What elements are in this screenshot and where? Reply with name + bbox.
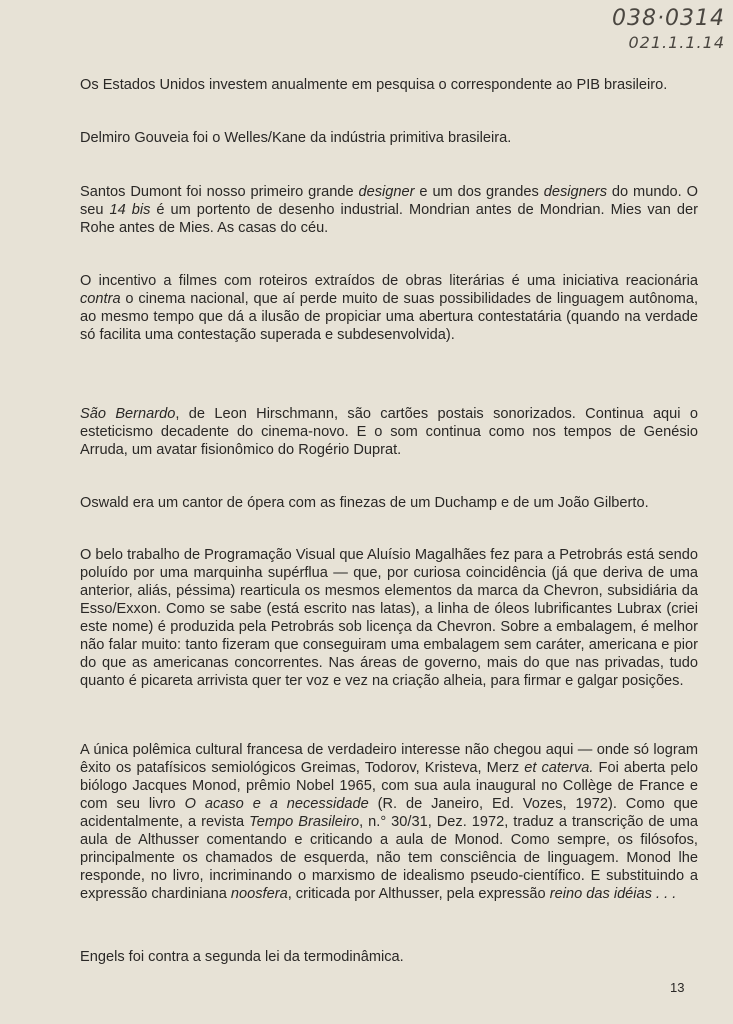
paragraph-2: Delmiro Gouveia foi o Welles/Kane da indústria primitiva brasileira. bbox=[80, 130, 512, 146]
paragraph-5: São Bernardo, de Leon Hirschmann, são cartões postais sonorizados. Continua aqui o esteticismo decadente do cinema-novo. E o som continua como nos tempos de Genésio Arruda, um avatar fisionômico do Rogério Duprat. bbox=[80, 406, 698, 458]
paragraph-1: Os Estados Unidos investem anualmente em pesquisa o correspondente ao PIB brasileiro. bbox=[80, 77, 668, 93]
paragraph-9: Engels foi contra a segunda lei da termodinâmica. bbox=[80, 949, 404, 965]
archive-code-line2: 021.1.1.14 bbox=[628, 33, 725, 52]
paragraph-7: O belo trabalho de Programação Visual que Aluísio Magalhães fez para a Petrobrás está sendo poluído por uma marquinha supérflua — que, por curiosa coincidência (já que deriva de uma anterior, aliás, péssima) rearticula os mesmos elementos da marca da Chevron, subsidiária da Esso/Exxon. Como se sabe (está escrito nas latas), a linha de óleos lubrificantes Lubrax (criei este nome) é produzida pela Petrobrás sob licença da Chevron. Sobre a embalagem, é melhor não falar muito: tanto fizeram que conseguiram uma embalagem sem caráter, americana e pior do que as americanas concorrentes. Nas áreas de governo, mais do que nas privadas, tudo quanto é picareta arrivista quer ter voz e vez na criação alheia, para firmar e galgar posições. bbox=[80, 547, 698, 689]
paragraph-8: A única polêmica cultural francesa de verdadeiro interesse não chegou aqui — onde só logram êxito os patafísicos semiológicos Greimas, Todorov, Kristeva, Merz et caterva. Foi aberta pelo biólogo Jacques Monod, prêmio Nobel 1965, com sua aula inaugural no Collège de France e com seu livro O acaso e a necessidade (R. de Janeiro, Ed. Vozes, 1972). Como que acidentalmente, a revista Tempo Brasileiro, n.° 30/31, Dez. 1972, traduz a transcrição de uma aula de Althusser comentando e criticando a aula de Monod. Como sempre, os filósofos, principalmente os chamados de esquerda, não tem consciência de linguagem. Monod lhe responde, no livro, incriminando o marxismo de idealismo pseudo-científico. E substituindo a expressão chardiniana noosfera, criticada por Althusser, pela expressão reino das idéias . . . bbox=[80, 742, 699, 902]
paragraph-6: Oswald era um cantor de ópera com as finezas de um Duchamp e de um João Gilberto. bbox=[80, 495, 649, 511]
paragraph-4: O incentivo a filmes com roteiros extraídos de obras literárias é uma iniciativa reacionária contra o cinema nacional, que aí perde muito de suas possibilidades de linguagem autônoma, ao mesmo tempo que dá a ilusão de propiciar uma abertura contestatária (quando na verdade só facilita uma contestação superada e subdesenvolvida). bbox=[80, 273, 698, 343]
archive-stamp bbox=[612, 6, 725, 52]
paragraph-3: Santos Dumont foi nosso primeiro grande designer e um dos grandes designers do mundo. O seu 14 bis é um portento de desenho industrial. Mondrian antes de Mondrian. Mies van der Rohe antes de Mies. As casas do céu. bbox=[80, 184, 698, 236]
archive-code-line1: 038·0314 bbox=[612, 6, 725, 31]
page-number: 13 bbox=[670, 980, 685, 995]
